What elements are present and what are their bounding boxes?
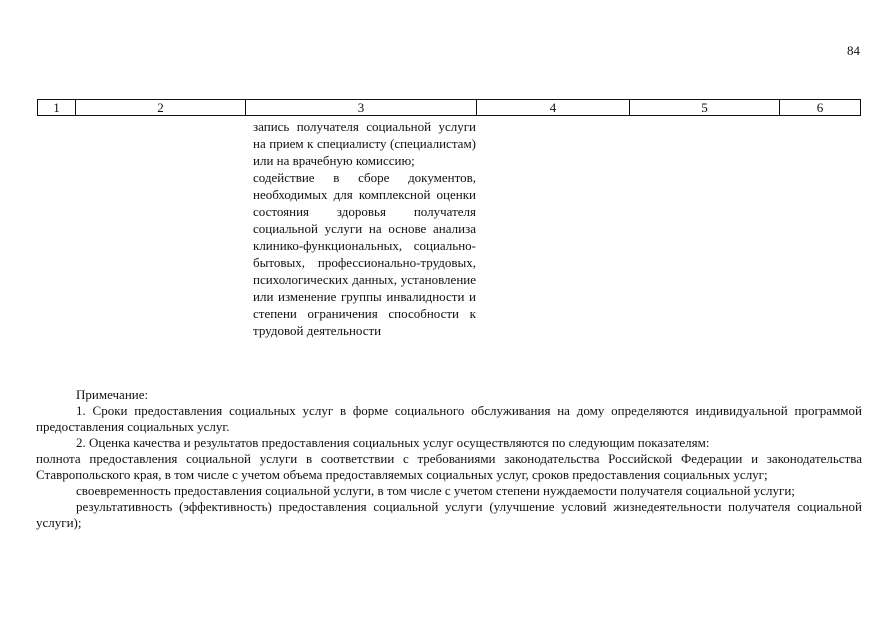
column-number-4: 4 xyxy=(477,100,630,116)
note-paragraph: 2. Оценка качества и результатов предоставления социальных услуг осуществляются по следующим показателям: xyxy=(76,435,710,450)
service-item-documents: содействие в сборе документов, необходимых для комплексной оценки состояния здоровья получателя социальной услуги на основе анализа клинико-функциональных, социально-бытовых, профессионально-трудовых, психологических данных, установление или изменение группы инвалидности и степени ограничения способности к трудовой деятельности xyxy=(253,170,476,338)
service-item-appointment: запись получателя социальной услуги на прием к специалисту (специалистам) или на врачебную комиссию; xyxy=(253,119,476,168)
note-paragraph: полнота предоставления социальной услуги в соответствии с требованиями законодательства Российской Федерации и законодательства Ставропольского края, в том числе с учетом объема предоставляемых социальных услуг, сроков предоставления социальных услуг; xyxy=(36,451,862,482)
table-header-row xyxy=(38,100,861,116)
note-paragraph: своевременность предоставления социальной услуги, в том числе с учетом степени нуждаемости получателя социальной услуги; xyxy=(76,483,795,498)
notes-section xyxy=(36,387,862,531)
note-paragraph: результативность (эффективность) предоставления социальной услуги (улучшение условий жизнедеятельности получателя социальной услуги); xyxy=(36,499,862,530)
column-number-3: 3 xyxy=(246,100,477,116)
column-header-table xyxy=(37,99,861,116)
notes-heading: Примечание: xyxy=(76,387,149,402)
column-number-1: 1 xyxy=(38,100,76,116)
note-paragraph: 1. Сроки предоставления социальных услуг в форме социального обслуживания на дому определяются индивидуальной программой предоставления социальных услуг. xyxy=(36,403,862,434)
column-number-6: 6 xyxy=(780,100,861,116)
column-number-2: 2 xyxy=(76,100,246,116)
column-3-cell-text xyxy=(253,118,476,339)
page-number: 84 xyxy=(847,43,860,58)
column-number-5: 5 xyxy=(630,100,780,116)
